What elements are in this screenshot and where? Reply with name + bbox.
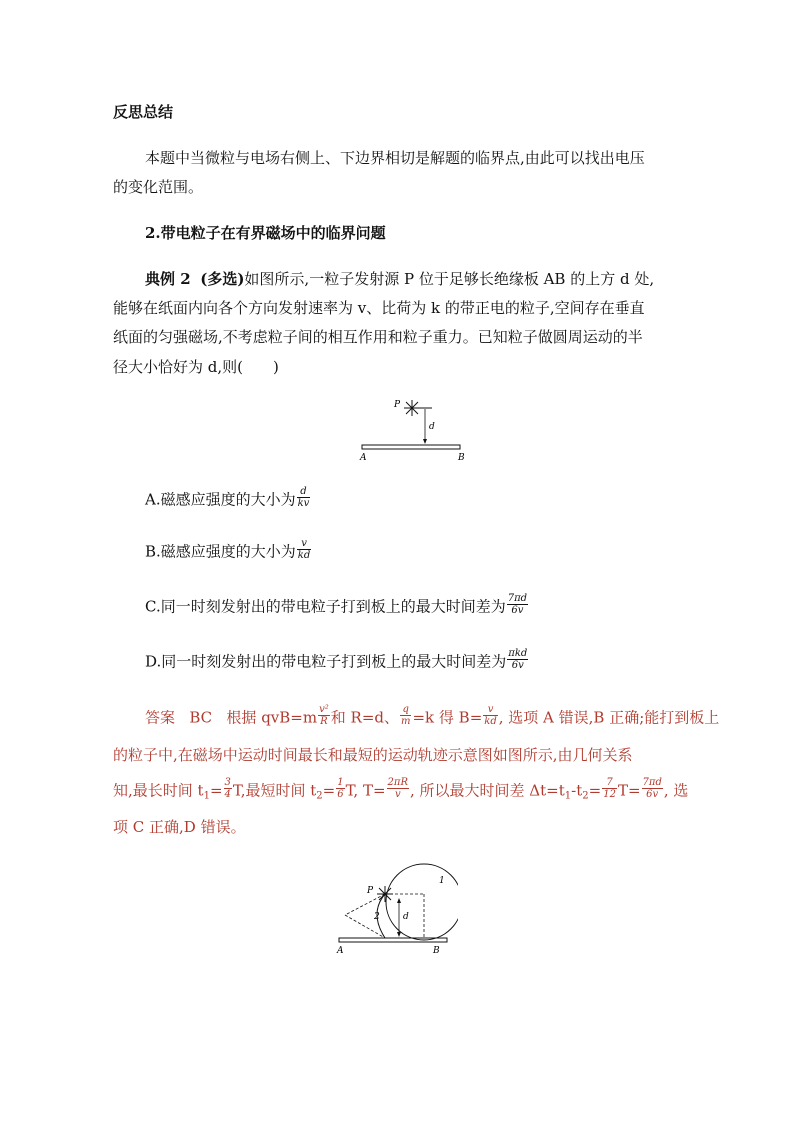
answer-label: 答案 xyxy=(145,708,176,727)
example-tag: (多选) xyxy=(200,270,245,288)
summary-line-2: 的变化范围。 xyxy=(113,178,204,196)
figure-2-trajectory-diagram xyxy=(333,855,458,955)
example-text-1: 如图所示,一粒子发射源 P 位于足够长绝缘板 AB 的上方 d 处, xyxy=(244,270,655,288)
label-a: A xyxy=(360,453,367,463)
example-line-4: 径大小恰好为 d,则( ) xyxy=(113,358,279,376)
option-c: C.同一时刻发射出的带电粒子打到板上的最大时间差为 $\frac{7\pi d}{6v}$ xyxy=(145,593,528,616)
answer-value: BC xyxy=(189,708,213,727)
answer-line-3: 知,最长时间 $t_1=$ $\frac{3}{4}$ T,最短时间 $t_2=$ $\frac{1}{6}$ T, T= $\frac{2\pi R}{v}$ , 所以最大时间差 $\Delta t=t_1-t_2=$ $\frac{7}{12}$ T= $\frac{7\pi d}{6v}$ , 选 xyxy=(113,777,689,802)
answer-line-1: 答案 BC 根据 qvB=m $\frac{\text{v²}}{R}$ 和 R=d、 $\frac{q}{m}$ =k 得 B= $\frac{v}{kd}$ , 选项 A 错误,B 正确;能打到板上 xyxy=(145,704,720,727)
emitter-star-icon xyxy=(404,400,420,416)
emitter-star-icon xyxy=(377,886,393,902)
example-line-2: 能够在纸面内向各个方向发射速率为 v、比荷为 k 的带正电的粒子,空间存在垂直 xyxy=(113,299,645,317)
trajectory-1-circle xyxy=(386,864,458,940)
answer-line-2: 的粒子中,在磁场中运动时间最长和最短的运动轨迹示意图如图所示,由几何关系 xyxy=(113,746,633,764)
label-path-1: 1 xyxy=(439,876,445,886)
heading-reflection: 反思总结 xyxy=(113,103,174,121)
label-a: A xyxy=(337,946,344,955)
section-title: 2.带电粒子在有界磁场中的临界问题 xyxy=(145,224,386,242)
option-d: D.同一时刻发射出的带电粒子打到板上的最大时间差为 $\frac{\text{πkd}}{6v}$ xyxy=(145,648,528,671)
label-b: B xyxy=(433,946,440,955)
example-line-3: 纸面的匀强磁场,不考虑粒子间的相互作用和粒子重力。已知粒子做圆周运动的半 xyxy=(113,328,643,346)
summary-line-1: 本题中当微粒与电场右侧上、下边界相切是解题的临界点,由此可以找出电压 xyxy=(145,149,645,167)
label-d: d xyxy=(429,422,435,432)
figure-1-emitter-diagram xyxy=(352,394,472,466)
insulating-plate xyxy=(362,445,460,449)
label-b: B xyxy=(458,453,465,463)
label-path-2: 2 xyxy=(374,912,380,922)
label-p: P xyxy=(367,886,374,896)
label-d: d xyxy=(403,912,409,922)
example-label: 典例 2 xyxy=(145,270,191,288)
insulating-plate xyxy=(339,938,447,942)
example-line-1 xyxy=(145,269,654,289)
option-a: A.磁感应强度的大小为 $\frac{d}{kv}$ xyxy=(145,486,310,509)
option-b: B.磁感应强度的大小为 $\frac{v}{kd}$ xyxy=(145,538,311,561)
label-p: P xyxy=(394,400,401,410)
answer-line-4: 项 C 正确,D 错误。 xyxy=(113,818,246,836)
